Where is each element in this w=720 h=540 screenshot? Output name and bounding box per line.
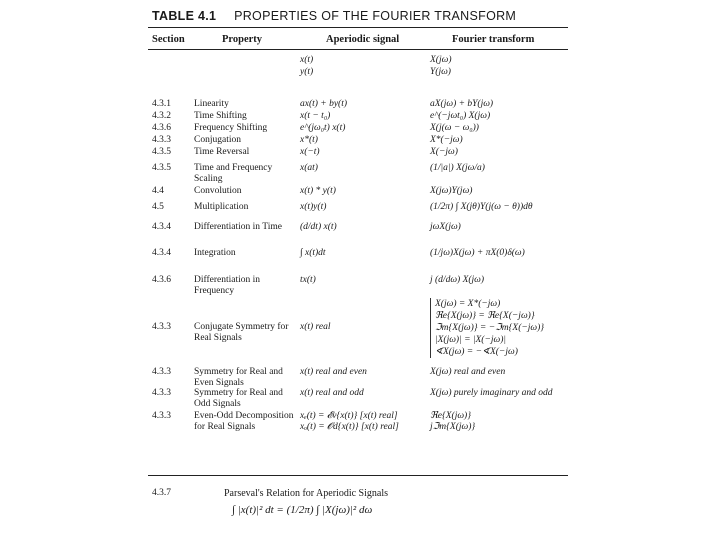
row-signal: x(t − t₀): [300, 111, 331, 121]
row-signal: x(t) real and odd: [300, 388, 364, 398]
row-section: 4.3.3: [152, 388, 171, 398]
header-transform: Fourier transform: [452, 34, 535, 45]
row-property: Multiplication: [194, 202, 249, 212]
row-property: Conjugation: [194, 135, 241, 145]
row-section: 4.3.3: [152, 367, 171, 377]
row-transform: e^(−jωt₀) X(jω): [430, 111, 491, 121]
row-transform: X(jω) = X*(−jω) ℜe{X(jω)} = ℜe{X(−jω)} ℑm{X(jω)} = −ℑm{X(−jω)} |X(jω)| = |X(−jω)| ∢X(jω) = −∢X(−jω): [430, 298, 580, 358]
row-transform: aX(jω) + bY(jω): [430, 99, 494, 109]
row-transform: X(jω)Y(jω): [430, 186, 473, 196]
row-signal: x(−t): [300, 147, 320, 157]
header-section: Section: [152, 34, 185, 45]
row-transform: jωX(jω): [430, 222, 461, 232]
row-transform: (1/jω)X(jω) + πX(0)δ(ω): [430, 248, 525, 258]
row-section: 4.3.2: [152, 111, 171, 121]
table-title: [152, 9, 516, 23]
row-property: Differentiation in Time: [194, 222, 282, 232]
row-transform: X(−jω): [430, 147, 458, 157]
row-property: Time Shifting: [194, 111, 247, 121]
row-signal: x(t) real and even: [300, 367, 367, 377]
row-property: Linearity: [194, 99, 229, 109]
row-property: Symmetry for Real and Odd Signals: [194, 388, 283, 409]
row-signal: xₑ(t) = 𝓔v{x(t)} [x(t) real] xₒ(t) = 𝓞d{x(t)} [x(t) real]: [300, 411, 399, 432]
row-section: 4.3.6: [152, 275, 171, 285]
row-signal: x(t) real: [300, 322, 331, 332]
row-transform: X*(−jω): [430, 135, 463, 145]
header-property: Property: [222, 34, 263, 45]
row-signal: tx(t): [300, 275, 316, 285]
row-section: 4.3.4: [152, 222, 171, 232]
header-signal: Aperiodic signal: [326, 34, 400, 45]
definition-signal: y(t): [300, 67, 314, 77]
row-property: Conjugate Symmetry for Real Signals: [194, 322, 289, 343]
row-section: 4.3.3: [152, 411, 171, 421]
definition-transform: X(jω): [430, 55, 452, 65]
row-signal: (d/dt) x(t): [300, 222, 337, 232]
row-property: Differentiation in Frequency: [194, 275, 261, 296]
definition-signal: x(t): [300, 55, 314, 65]
row-signal: ax(t) + by(t): [300, 99, 348, 109]
header-rule: [148, 49, 568, 50]
row-property: Time and Frequency Scaling: [194, 163, 273, 184]
row-property: Even-Odd Decomposition for Real Signals: [194, 411, 294, 432]
bottom-rule: [148, 475, 568, 476]
row-transform: (1/|a|) X(jω/a): [430, 163, 485, 173]
row-transform: X(jω) purely imaginary and odd: [430, 388, 553, 398]
top-rule: [148, 27, 568, 28]
row-signal: x(t)y(t): [300, 202, 327, 212]
parseval-section: 4.3.7: [152, 488, 171, 498]
row-section: 4.4: [152, 186, 164, 196]
row-signal: ∫ x(t)dt: [300, 248, 326, 258]
row-property: Convolution: [194, 186, 242, 196]
row-section: 4.3.5: [152, 163, 171, 173]
row-signal: e^(jω₀t) x(t): [300, 123, 346, 133]
row-section: 4.3.6: [152, 123, 171, 133]
row-property: Symmetry for Real and Even Signals: [194, 367, 283, 388]
row-property: Time Reversal: [194, 147, 250, 157]
row-section: 4.3.1: [152, 99, 171, 109]
parseval-equation: ∫ |x(t)|² dt = (1/2π) ∫ |X(jω)|² dω: [232, 504, 373, 516]
row-signal: x(t) * y(t): [300, 186, 336, 196]
table-heading: PROPERTIES OF THE FOURIER TRANSFORM: [234, 9, 517, 23]
row-section: 4.3.3: [152, 135, 171, 145]
row-section: 4.3.4: [152, 248, 171, 258]
row-section: 4.3.5: [152, 147, 171, 157]
row-transform: ℜe{X(jω)} jℑm{X(jω)}: [430, 411, 476, 432]
definition-transform: Y(jω): [430, 67, 451, 77]
row-property: Integration: [194, 248, 236, 258]
row-section: 4.3.3: [152, 322, 171, 332]
row-transform: X(jω) real and even: [430, 367, 506, 377]
row-section: 4.5: [152, 202, 164, 212]
table-number: TABLE 4.1: [152, 9, 217, 23]
row-property: Frequency Shifting: [194, 123, 268, 133]
row-signal: x(at): [300, 163, 318, 173]
row-signal: x*(t): [300, 135, 318, 145]
row-transform: X(j(ω − ω₀)): [430, 123, 479, 133]
parseval-label: Parseval's Relation for Aperiodic Signals: [224, 488, 388, 499]
row-transform: j (d/dω) X(jω): [430, 275, 485, 285]
row-transform: (1/2π) ∫ X(jθ)Y(j(ω − θ))dθ: [430, 202, 533, 212]
